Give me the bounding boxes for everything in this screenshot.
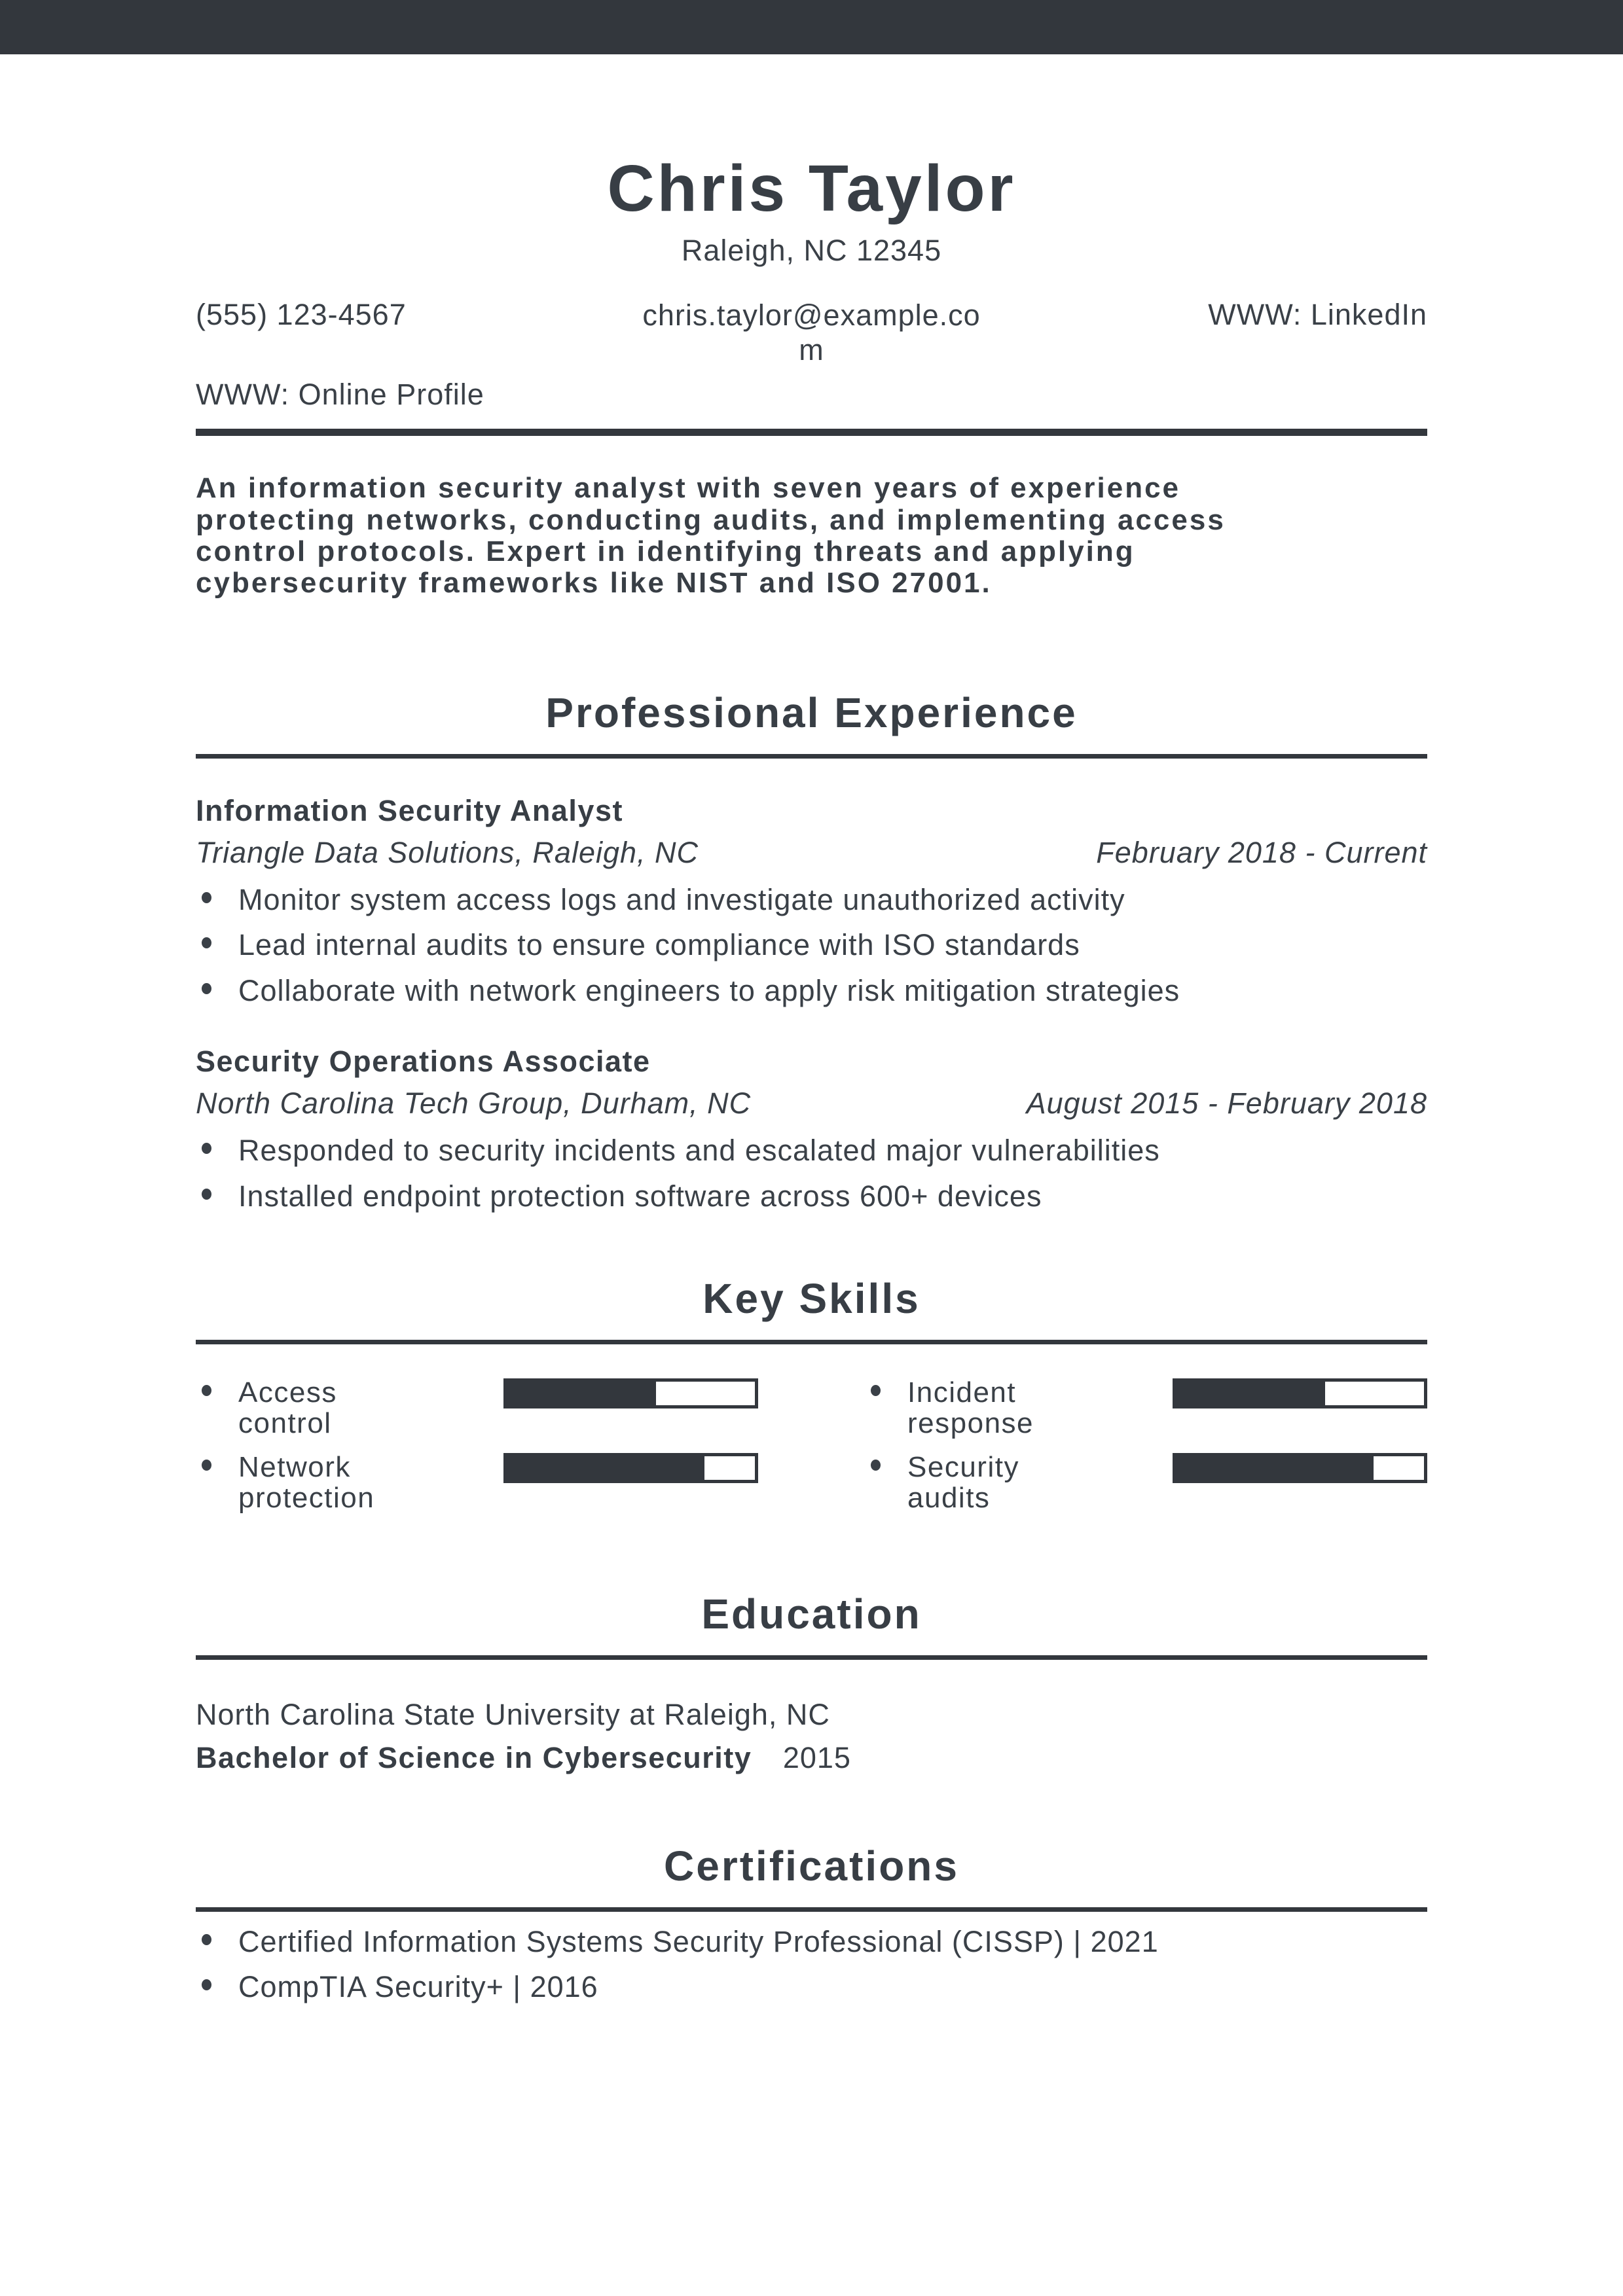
job-company: Triangle Data Solutions, Raleigh, NC <box>196 835 699 869</box>
job-bullet: Lead internal audits to ensure compliance with ISO standards <box>196 929 1427 961</box>
section-experience <box>196 689 1427 1211</box>
education-school: North Carolina State University at Raleigh, NC <box>196 1697 830 1731</box>
job-title: Information Security Analyst <box>196 793 623 827</box>
resume-page <box>0 152 1623 2003</box>
person-location: Raleigh, NC 12345 <box>681 234 942 267</box>
contact-row <box>196 298 1427 367</box>
certification-item: CompTIA Security+ | 2016 <box>196 1971 1427 2003</box>
job-bullet: Responded to security incidents and escalated major vulnerabilities <box>196 1135 1427 1166</box>
email-address[interactable]: chris.taylor@example.com <box>642 298 981 367</box>
job-meta-row <box>196 1086 1427 1121</box>
job-bullet: Collaborate with network engineers to apply risk mitigation strategies <box>196 975 1427 1007</box>
skills-grid <box>196 1377 1427 1513</box>
job-bullet-list <box>196 884 1427 1007</box>
section-skills <box>196 1274 1427 1513</box>
skill-level-bar <box>1173 1453 1427 1483</box>
person-name: Chris Taylor <box>607 152 1016 225</box>
job-title: Security Operations Associate <box>196 1044 651 1078</box>
skill-label: Access control <box>238 1376 337 1440</box>
skill-level-remainder <box>1325 1382 1424 1405</box>
experience-heading: Professional Experience <box>545 689 1078 736</box>
phone-number: (555) 123-4567 <box>196 298 407 331</box>
linkedin-link[interactable]: WWW: LinkedIn <box>1208 298 1427 331</box>
skill-level-bar <box>503 1453 758 1483</box>
skill-item <box>865 1452 1427 1513</box>
skill-level-bar <box>1173 1378 1427 1408</box>
job-bullet-list <box>196 1135 1427 1211</box>
education-year: 2015 <box>782 1740 851 1774</box>
skill-label: Security audits <box>907 1451 1019 1515</box>
section-education <box>196 1590 1427 1775</box>
education-degree-row <box>196 1741 1427 1775</box>
job-dates: February 2018 - Current <box>1096 835 1427 869</box>
skill-label: Network protection <box>238 1451 375 1515</box>
email-cell <box>562 298 1061 367</box>
skill-level-bar <box>503 1378 758 1408</box>
job-meta-row <box>196 836 1427 870</box>
skill-item <box>865 1377 1427 1439</box>
top-accent-bar <box>0 0 1623 54</box>
skill-level-remainder <box>1374 1456 1424 1480</box>
job-company: North Carolina Tech Group, Durham, NC <box>196 1086 752 1120</box>
header-divider <box>196 429 1427 436</box>
certifications-heading: Certifications <box>664 1842 959 1890</box>
education-divider <box>196 1655 1427 1660</box>
online-profile-link[interactable]: WWW: Online Profile <box>196 378 484 412</box>
certification-item: Certified Information Systems Security Professional (CISSP) | 2021 <box>196 1926 1427 1958</box>
skill-level-remainder <box>656 1382 755 1405</box>
job-bullet: Monitor system access logs and investigate unauthorized activity <box>196 884 1427 916</box>
skills-heading: Key Skills <box>702 1275 921 1323</box>
certifications-list <box>196 1926 1427 2003</box>
education-degree: Bachelor of Science in Cybersecurity <box>196 1740 752 1774</box>
skill-item <box>196 1377 799 1439</box>
job-dates: August 2015 - February 2018 <box>1026 1086 1427 1120</box>
job-entry <box>196 1045 1427 1211</box>
job-entry <box>196 794 1427 1007</box>
experience-divider <box>196 754 1427 759</box>
skills-divider <box>196 1340 1427 1344</box>
education-heading: Education <box>701 1590 922 1638</box>
skill-label: Incident response <box>907 1376 1034 1440</box>
job-bullet: Installed endpoint protection software across 600+ devices <box>196 1181 1427 1212</box>
skill-item <box>196 1452 799 1513</box>
certifications-divider <box>196 1907 1427 1912</box>
skill-level-remainder <box>704 1456 755 1480</box>
professional-summary: An information security analyst with seven years of experience protecting networks, conducting audits, and implementing access control protocols. Expert in identifying threats and applying cybersecurity frameworks like NIST and ISO 27001. <box>196 472 1226 600</box>
section-certifications <box>196 1842 1427 2003</box>
